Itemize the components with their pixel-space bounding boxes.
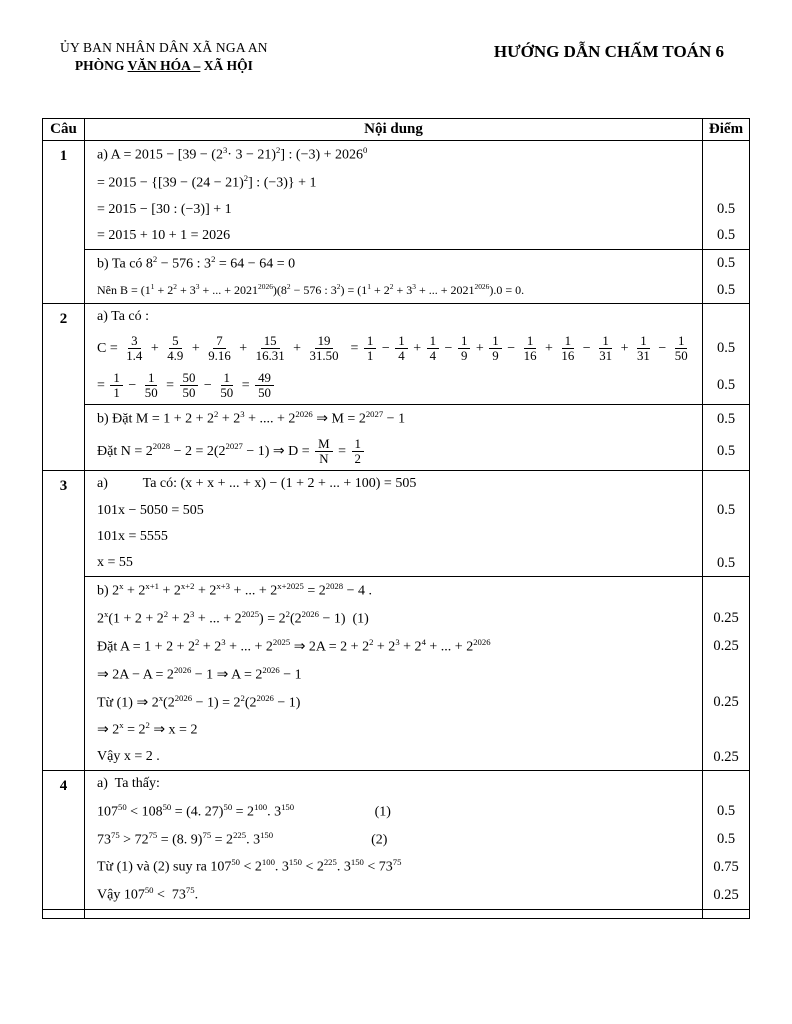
point-cell xyxy=(703,471,750,498)
table-row xyxy=(43,498,750,524)
table-row xyxy=(43,716,750,744)
table-row xyxy=(43,197,750,223)
question-number: 3 xyxy=(43,471,85,771)
table-row xyxy=(43,250,750,278)
point-cell: 0.5 xyxy=(703,405,750,433)
content-cell xyxy=(85,250,703,278)
question-number: 1 xyxy=(43,141,85,304)
table-row xyxy=(43,881,750,909)
content-line: = 2015 − [30 : (−3)] + 1 xyxy=(97,201,232,217)
table-row xyxy=(43,826,750,854)
table-row xyxy=(43,471,750,498)
point-cell xyxy=(703,141,750,169)
point-cell xyxy=(703,661,750,689)
content-cell xyxy=(85,303,703,330)
content-line: b) Ta có $8^2 - 576$ : $3^2 = 64 - 64 = 0$ xyxy=(97,254,296,272)
point-cell: 0.5 xyxy=(703,550,750,577)
table-row xyxy=(43,798,750,826)
point-cell xyxy=(703,524,750,550)
table-row xyxy=(43,141,750,169)
content-line: $2^x(1 + 2 + 2^2 + 2^3$ + ... + $2^{2025}) = 2^2(2^{2026} - 1)$ (1) xyxy=(97,609,369,627)
content-cell xyxy=(85,716,703,744)
org-name: ỦY BAN NHÂN DÂN XÃ NGA AN xyxy=(60,40,268,55)
point-cell: 0.25 xyxy=(703,605,750,633)
spacer-cell xyxy=(43,910,85,919)
content-cell xyxy=(85,826,703,854)
content-cell xyxy=(85,771,703,798)
table-row xyxy=(43,367,750,405)
column-header-cau: Câu xyxy=(43,119,85,141)
table-row xyxy=(43,550,750,577)
table-row xyxy=(43,303,750,330)
table-row xyxy=(43,853,750,881)
table-row xyxy=(43,169,750,197)
table-row xyxy=(43,771,750,798)
content-cell xyxy=(85,433,703,471)
point-cell: 0.5 xyxy=(703,367,750,405)
content-cell xyxy=(85,223,703,250)
point-cell: 0.5 xyxy=(703,330,750,367)
table-row xyxy=(43,577,750,605)
spacer-row xyxy=(43,910,750,919)
content-line: b) Đặt $M = 1 + 2 + 2^2 + 2^3$ + .... + $2^{2026}$ ⇒ $M = 2^{2027} - 1$ xyxy=(97,409,406,427)
table-row xyxy=(43,744,750,771)
point-cell: 0.25 xyxy=(703,881,750,909)
content-cell xyxy=(85,141,703,169)
point-cell: 0.75 xyxy=(703,853,750,881)
content-line: Vậy $107^{50} < 73^{75}$. xyxy=(97,885,199,903)
point-cell xyxy=(703,303,750,330)
content-line: 101x = 5555 xyxy=(97,528,168,544)
table-row xyxy=(43,330,750,367)
point-cell: 0.5 xyxy=(703,250,750,278)
content-line: Đặt $N = 2^{2028} - 2 = 2(2^{2027} - 1)$ ⇒ D = $\frac{M}{N}$ = $\frac{1}{2}$ xyxy=(97,433,696,470)
table-row xyxy=(43,661,750,689)
question-number: 4 xyxy=(43,771,85,910)
point-cell: 0.25 xyxy=(703,744,750,771)
spacer-cell xyxy=(703,910,750,919)
content-line: a) Ta có : xyxy=(97,308,150,324)
column-header-diem: Điểm xyxy=(703,119,750,141)
content-cell xyxy=(85,744,703,771)
point-cell: 0.5 xyxy=(703,197,750,223)
content-cell xyxy=(85,197,703,223)
table-header xyxy=(43,119,750,141)
content-line: = 2015 + 10 + 1 = 2026 xyxy=(97,227,231,243)
content-cell xyxy=(85,689,703,717)
content-line: $73^{75} > 72^{75} = (8$. $9)^{75} = 2^{225}$. $3^{150}$ (2) xyxy=(97,829,388,848)
document-header xyxy=(42,40,750,74)
content-line: b) $2^x + 2^{x+1} + 2^{x+2} + 2^{x+3}$ + ... + $2^{x+2025} = 2^{2028} - 4$ . xyxy=(97,581,372,599)
content-line: x = 55 xyxy=(97,555,133,571)
content-line: Nên $B = (1^1 + 2^2 + 3^3$ + ... + $2021^{2026})(8^2 - 576$ : $3^2) = (1^1 + 2^2 + 3^3$ + ... + $2021^{2026}).0 = 0$. xyxy=(97,281,525,297)
point-cell xyxy=(703,577,750,605)
content-line: a) Ta thấy: xyxy=(97,776,160,792)
point-cell: 0.5 xyxy=(703,498,750,524)
point-cell: 0.5 xyxy=(703,826,750,854)
content-line: = $\frac{1}{1}$ − $\frac{1}{50}$ = $\frac{50}{50}$ − $\frac{1}{50}$ = $\frac{49}{50}$ xyxy=(97,367,696,404)
content-cell xyxy=(85,633,703,661)
content-cell xyxy=(85,798,703,826)
org-department xyxy=(60,58,268,74)
content-cell xyxy=(85,169,703,197)
column-header-noidung: Nội dung xyxy=(85,119,703,141)
content-line: $107^{50} < 108^{50} = (4$. $27)^{50} = 2^{100}$. $3^{150}$ (1) xyxy=(97,801,391,820)
content-line: ⇒ $2^x = 2^2$ ⇒ x = 2 xyxy=(97,720,198,739)
content-cell xyxy=(85,405,703,433)
table-row xyxy=(43,223,750,250)
org-department-suffix: XÃ HỘI xyxy=(200,58,253,73)
answer-rows xyxy=(43,141,750,919)
org-department-underlined: VĂN HÓA – xyxy=(127,58,201,73)
content-line: = $2015 - \{[39 - (24 - 21)^2]$ : (−3)} + 1 xyxy=(97,172,317,191)
content-line: Từ (1) ⇒ $2^x(2^{2026} - 1) = 2^2(2^{2026} - 1)$ xyxy=(97,692,301,711)
org-department-prefix: PHÒNG xyxy=(74,58,128,73)
table-row xyxy=(43,633,750,661)
content-line: a) Ta có: (x + x + ... + x) − (1 + 2 + ... + 100) = 505 xyxy=(97,476,417,492)
content-cell xyxy=(85,661,703,689)
content-cell xyxy=(85,881,703,909)
content-cell xyxy=(85,498,703,524)
content-cell xyxy=(85,471,703,498)
point-cell: 0.5 xyxy=(703,798,750,826)
content-cell xyxy=(85,577,703,605)
content-cell xyxy=(85,550,703,577)
content-cell xyxy=(85,524,703,550)
table-row xyxy=(43,405,750,433)
table-row xyxy=(43,524,750,550)
content-cell xyxy=(85,330,703,367)
point-cell: 0.25 xyxy=(703,633,750,661)
table-row xyxy=(43,278,750,303)
content-line: Vậy x = 2 . xyxy=(97,749,160,765)
point-cell: 0.5 xyxy=(703,223,750,250)
spacer-cell xyxy=(85,910,703,919)
table-row xyxy=(43,689,750,717)
point-cell xyxy=(703,716,750,744)
content-cell xyxy=(85,367,703,405)
point-cell xyxy=(703,169,750,197)
page-title: HƯỚNG DẪN CHẤM TOÁN 6 xyxy=(493,42,724,61)
table-row xyxy=(43,433,750,471)
content-line: ⇒ $2A - A = 2^{2026} - 1$ ⇒ $A = 2^{2026} - 1$ xyxy=(97,664,302,683)
content-line: Từ (1) và (2) suy ra $107^{50} < 2^{100}$. $3^{150} < 2^{225}$. $3^{150} < 73^{75}$ xyxy=(97,857,402,875)
point-cell: 0.25 xyxy=(703,689,750,717)
table-row xyxy=(43,605,750,633)
question-number: 2 xyxy=(43,303,85,471)
content-line: Đặt $A = 1 + 2 + 2^2 + 2^3$ + ... + $2^{2025}$ ⇒ $2A = 2 + 2^2 + 2^3 + 2^4$ + ... + $2^{2026}$ xyxy=(97,636,491,655)
point-cell: 0.5 xyxy=(703,433,750,471)
org-block xyxy=(60,40,268,74)
content-line: 101x − 5050 = 505 xyxy=(97,502,204,518)
answer-key-table xyxy=(42,118,750,919)
content-cell xyxy=(85,605,703,633)
point-cell xyxy=(703,771,750,798)
content-cell xyxy=(85,278,703,303)
point-cell: 0.5 xyxy=(703,278,750,303)
content-cell xyxy=(85,853,703,881)
content-line: a) $A = 2015 - [39 - (2^3\cdot 3 - 21)^2]$ : $(-3) + 2026^0$ xyxy=(97,145,368,163)
content-line: C = $\frac{3}{1.4}$ + $\frac{5}{4.9}$ + $\frac{7}{9.16}$ + $\frac{15}{16.31}$ + $\frac{19}{31.50}$ = $\frac{1}{1}$ − $\frac{1}{4}$ + $\frac{1}{4}$ − $\frac{1}{9}$ + $\frac{1}{9}$ − $\frac{1}{16}$ + $\frac{1}{16}$ − $\frac{1}{31}$ + $\frac{1}{31}$ − $\frac{1}{50}$ xyxy=(97,333,688,363)
